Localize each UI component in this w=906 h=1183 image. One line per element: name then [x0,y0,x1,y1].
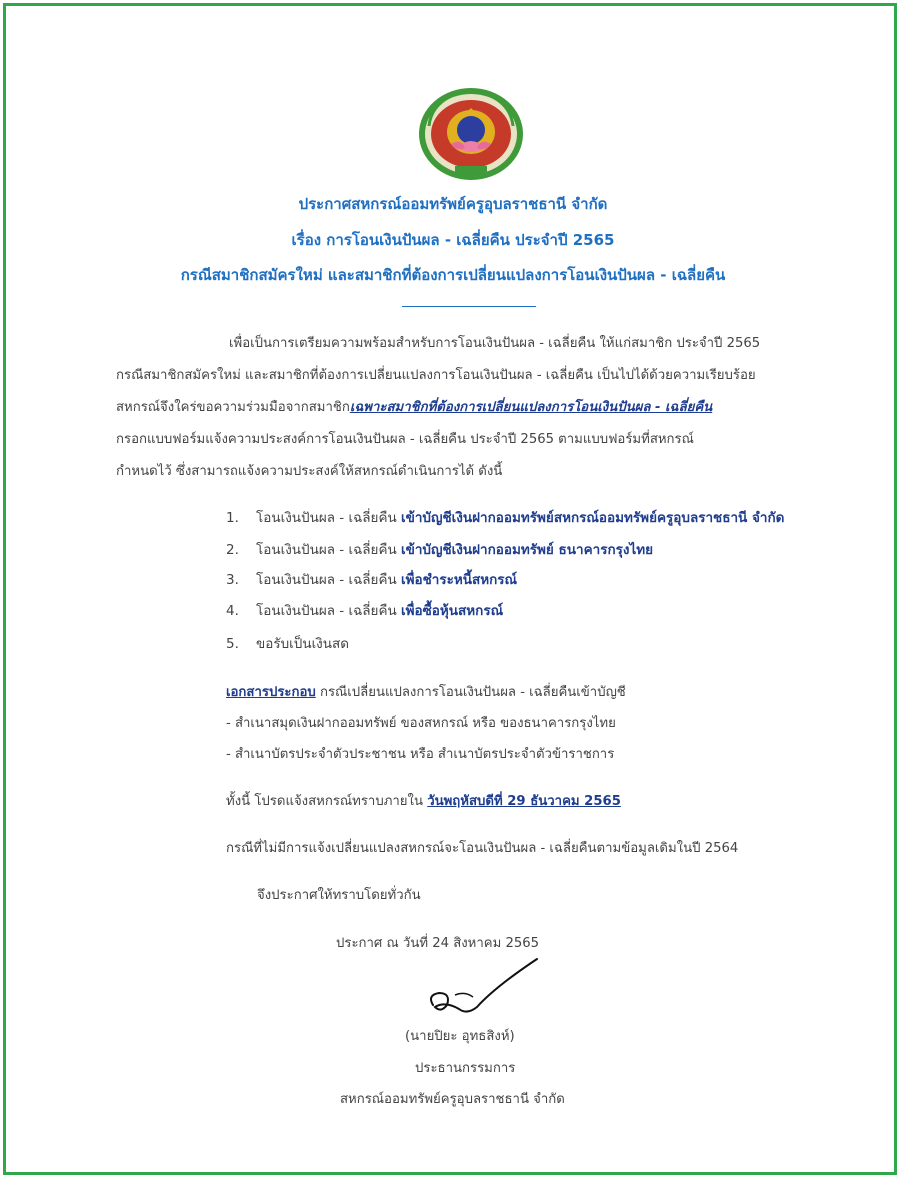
option-text: ขอรับเป็นเงินสด [256,636,350,652]
paragraph-line: กรณีสมาชิกสมัครใหม่ และสมาชิกที่ต้องการเปลี่ยนแปลงการโอนเงินปันผล - เฉลี่ยคืน เป็นไปได้ด้วยความเรียบร้อย [116,368,756,383]
option-bold-text: เพื่อซื้อหุ้นสหกรณ์ [401,603,504,619]
option-number: 2. [226,542,239,558]
option-text: โอนเงินปันผล - เฉลี่ยคืน [256,572,401,588]
document-item: - สำเนาสมุดเงินฝากออมทรัพย์ ของสหกรณ์ หรือ ของธนาคารกรุงไทย [226,716,616,731]
option-text: โอนเงินปันผล - เฉลี่ยคืน [256,510,401,526]
option-bold-text: เข้าบัญชีเงินฝากออมทรัพย์ ธนาคารกรุงไทย [401,542,654,558]
option-item [226,632,349,654]
option-item [226,538,653,560]
announcement-subject: เรื่อง การโอนเงินปันผล - เฉลี่ยคืน ประจำปี 2565 [291,231,615,249]
option-text: โอนเงินปันผล - เฉลี่ยคืน [256,603,401,619]
announcement-case: กรณีสมาชิกสมัครใหม่ และสมาชิกที่ต้องการเปลี่ยนแปลงการโอนเงินปันผล - เฉลี่ยคืน [180,266,726,284]
signer-organization: สหกรณ์ออมทรัพย์ครูอุบลราชธานี จำกัด [340,1092,565,1107]
signer-position: ประธานกรรมการ [415,1061,516,1076]
documents-desc: กรณีเปลี่ยนแปลงการโอนเงินปันผล - เฉลี่ยคืนเข้าบัญชี [315,685,626,700]
documents-heading [226,681,626,702]
option-bold-text: เพื่อชำระหนี้สหกรณ์ [401,572,518,588]
title-divider [402,306,536,307]
document-item: - สำเนาบัตรประจำตัวประชาชน หรือ สำเนาบัตรประจำตัวข้าราชการ [226,747,615,762]
deadline-date: วันพฤหัสบดีที่ 29 ธันวาคม 2565 [427,794,621,809]
paragraph-line: เพื่อเป็นการเตรียมความพร้อมสำหรับการโอนเงินปันผล - เฉลี่ยคืน ให้แก่สมาชิก ประจำปี 2565 [229,336,761,351]
option-item [226,506,784,528]
announcement-title: ประกาศสหกรณ์ออมทรัพย์ครูอุบลราชธานี จำกัด [298,195,608,213]
deadline-prefix: ทั้งนี้ โปรดแจ้งสหกรณ์ทราบภายใน [226,794,428,809]
option-item [226,568,517,590]
cooperative-logo [417,86,525,182]
option-number: 3. [226,572,239,588]
announcement-date: ประกาศ ณ วันที่ 24 สิงหาคม 2565 [336,936,540,951]
option-number: 4. [226,603,239,619]
emphasis-text: เฉพาะสมาชิกที่ต้องการเปลี่ยนแปลงการโอนเงินปันผล - เฉลี่ยคืน [349,400,713,415]
paragraph-text: สหกรณ์จึงใคร่ขอความร่วมมือจากสมาชิก [116,400,350,415]
documents-label: เอกสารประกอบ [226,685,316,700]
note-line: กรณีที่ไม่มีการแจ้งเปลี่ยนแปลงสหกรณ์จะโอนเงินปันผล - เฉลี่ยคืนตามข้อมูลเดิมในปี 2564 [226,841,739,856]
closing-line: จึงประกาศให้ทราบโดยทั่วกัน [257,888,421,903]
deadline-line [226,790,621,811]
option-number: 5. [226,636,239,652]
option-bold-text: เข้าบัญชีเงินฝากออมทรัพย์สหกรณ์ออมทรัพย์ครูอุบลราชธานี จำกัด [401,510,785,526]
paragraph-line: กำหนดไว้ ซึ่งสามารถแจ้งความประสงค์ให้สหกรณ์ดำเนินการได้ ดังนี้ [116,464,503,479]
option-item [226,599,503,621]
paragraph-line [116,396,712,417]
signature-image [425,957,545,1019]
option-text: โอนเงินปันผล - เฉลี่ยคืน [256,542,401,558]
option-number: 1. [226,510,239,526]
paragraph-line: กรอกแบบฟอร์มแจ้งความประสงค์การโอนเงินปันผล - เฉลี่ยคืน ประจำปี 2565 ตามแบบฟอร์มที่สหกรณ์ [116,432,694,447]
signer-name: (นายปิยะ อุทธสิงห์) [405,1029,515,1044]
